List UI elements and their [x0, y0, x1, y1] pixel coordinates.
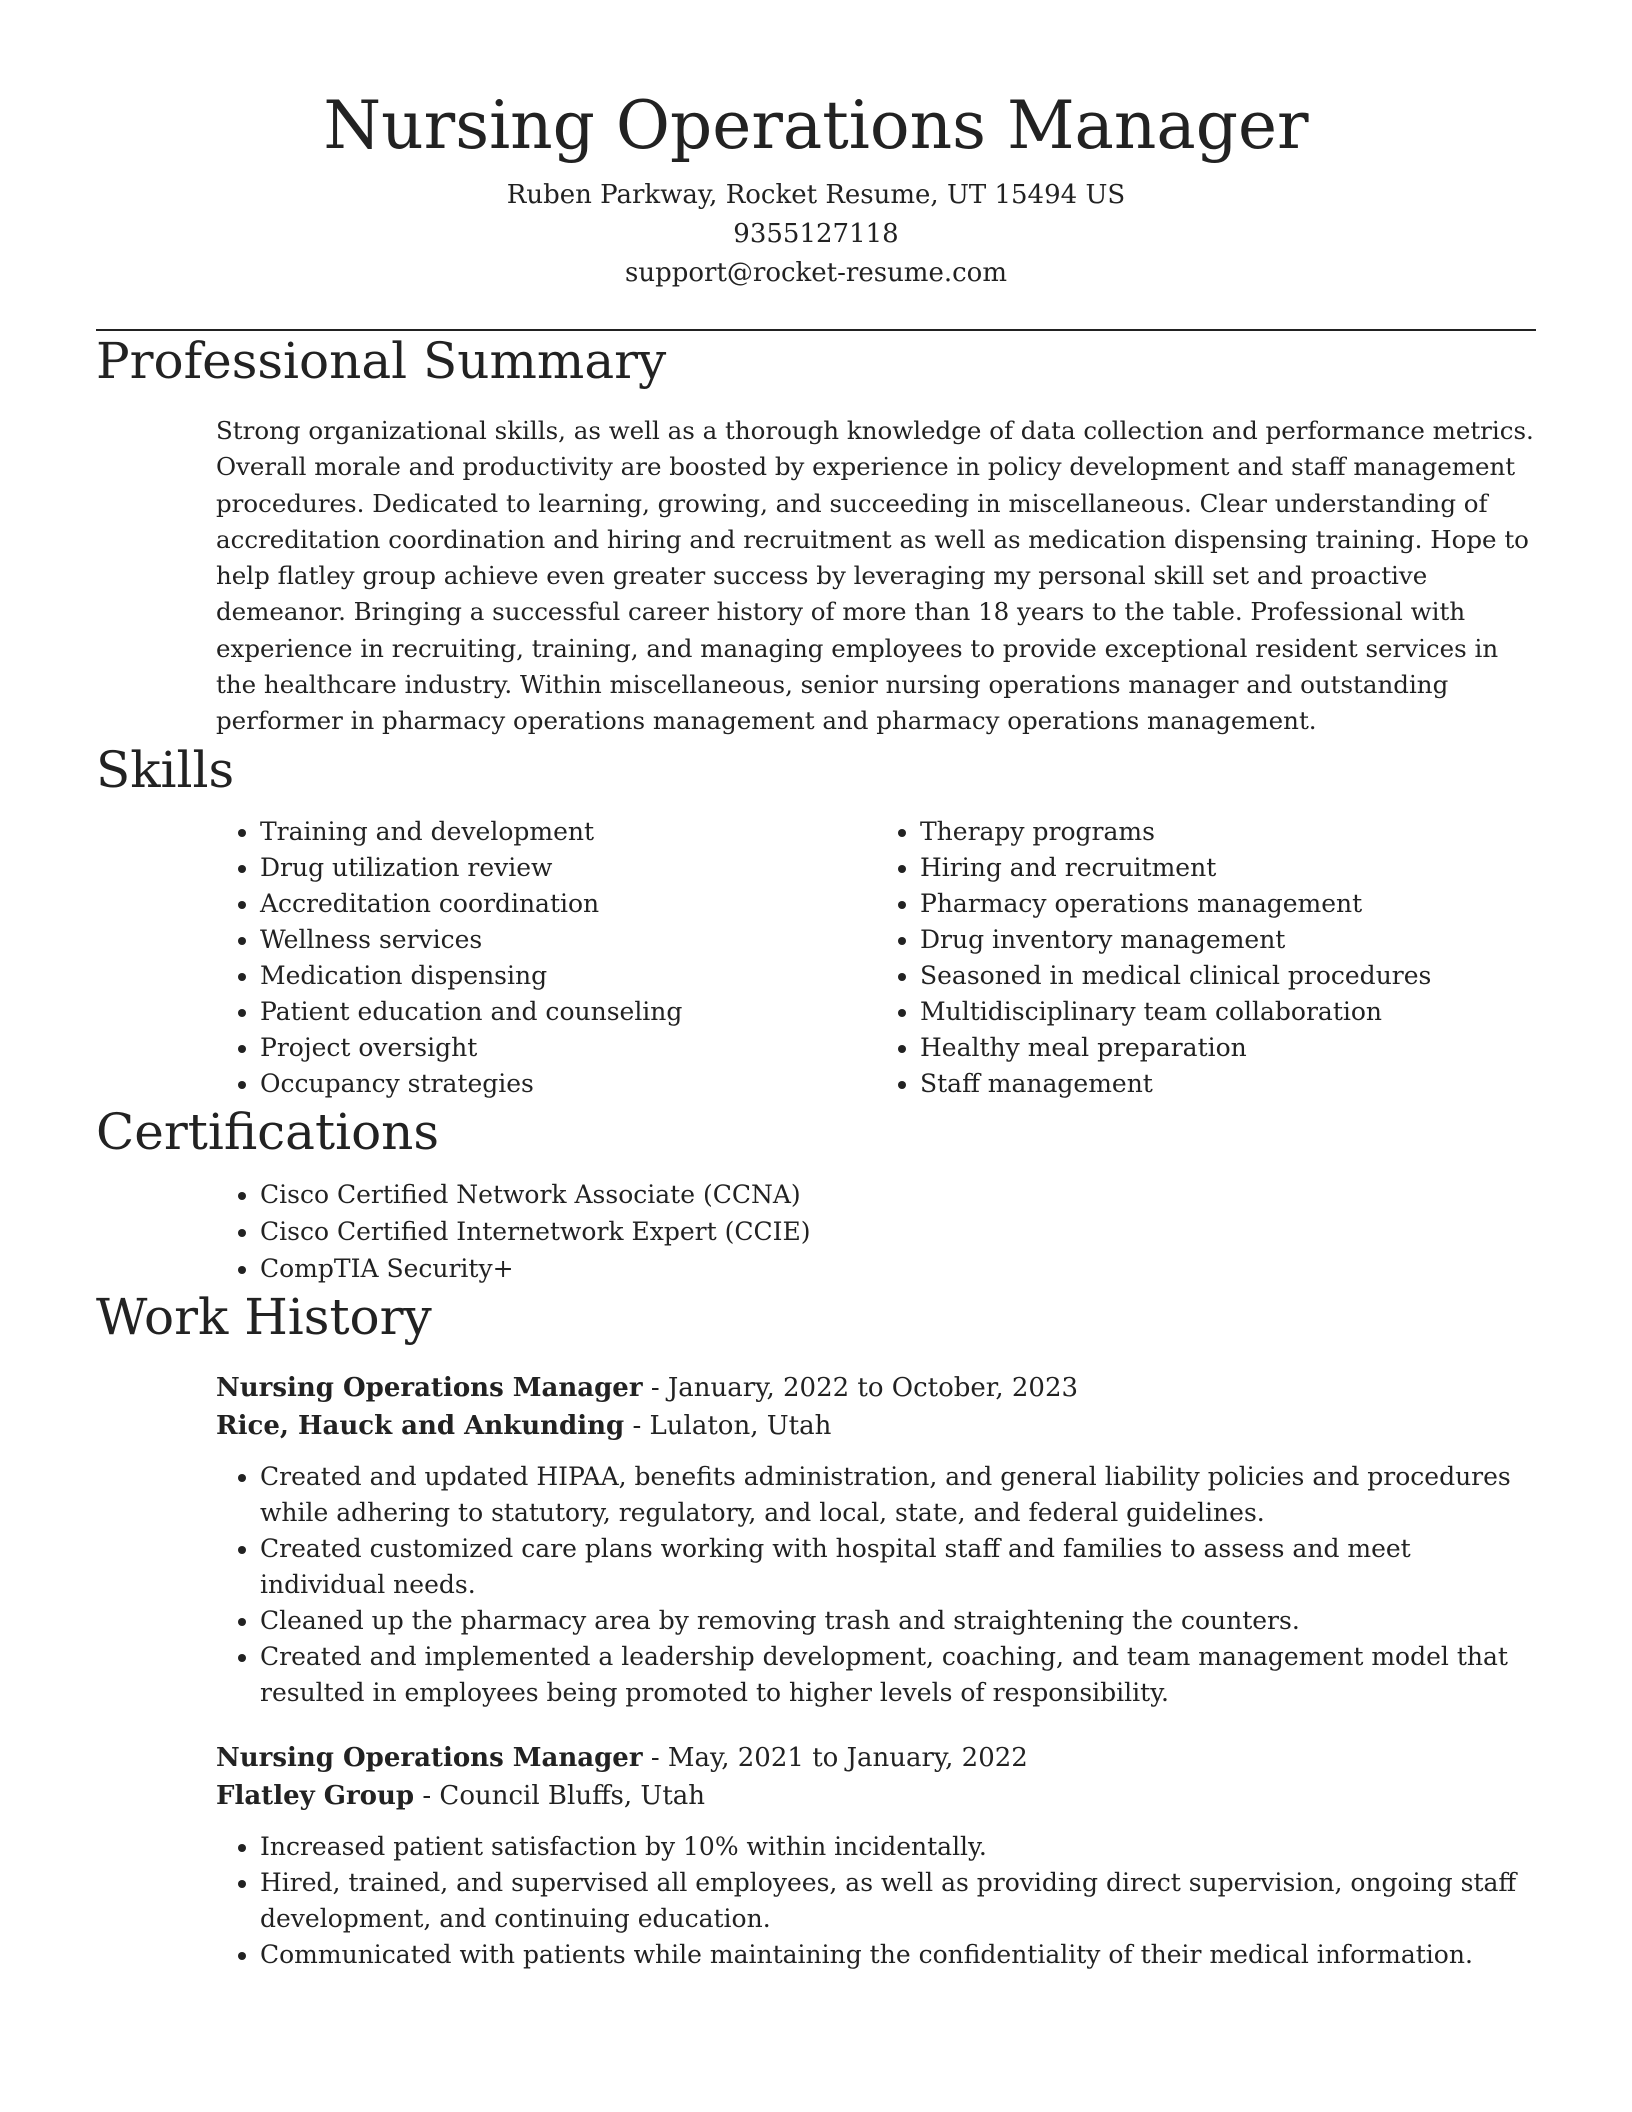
job-bullet: • Cleaned up the pharmacy area by removing trash and straightening the counters. [260, 1603, 1536, 1639]
certifications-list [216, 1176, 1536, 1287]
job-dates: - May, 2021 to January, 2022 [642, 1742, 1028, 1773]
job-title: Nursing Operations Manager [216, 1372, 643, 1403]
skills-left-list [216, 814, 876, 1102]
skills-columns [216, 814, 1536, 1102]
contact-email: support@rocket-resume.com [624, 258, 1007, 288]
skill-item: • Occupancy strategies [260, 1066, 876, 1102]
certification-item: • CompTIA Security+ [260, 1250, 1536, 1287]
job-bullet: • Increased patient satisfaction by 10% within incidentally. [260, 1829, 1536, 1865]
job-bullet: • Created and updated HIPAA, benefits administration, and general liability policies and procedures while adhering to statutory, regulatory, and local, state, and federal guidelines. [260, 1459, 1536, 1531]
certifications-heading: Certifications [96, 1102, 440, 1161]
skill-item: • Drug utilization review [260, 850, 876, 886]
skill-item: • Project oversight [260, 1030, 876, 1066]
resume-title: Nursing Operations Manager [323, 87, 1309, 164]
skill-item: • Accreditation coordination [260, 886, 876, 922]
job-bullet: • Created customized care plans working with hospital staff and families to assess and meet individual needs. [260, 1531, 1536, 1603]
job-dates: - January, 2022 to October, 2023 [642, 1372, 1079, 1403]
job-title-line [216, 1369, 1536, 1407]
summary-heading: Professional Summary [96, 332, 667, 390]
skills-heading: Skills [96, 740, 235, 799]
contact-block [96, 176, 1536, 293]
skill-item: • Healthy meal preparation [920, 1030, 1536, 1066]
job-title-line [216, 1739, 1536, 1777]
job-entry [216, 1739, 1536, 1973]
skill-item: • Pharmacy operations management [920, 886, 1536, 922]
skill-item: • Therapy programs [920, 814, 1536, 850]
skill-item: • Drug inventory management [920, 922, 1536, 958]
skill-item: • Seasoned in medical clinical procedures [920, 958, 1536, 994]
contact-phone: 9355127118 [733, 219, 899, 249]
certification-item: • Cisco Certified Internetwork Expert (CCIE) [260, 1213, 1536, 1250]
skill-item: • Hiring and recruitment [920, 850, 1536, 886]
job-bullet: • Hired, trained, and supervised all employees, as well as providing direct supervision, ongoing staff development, and continuing education. [260, 1865, 1536, 1937]
job-title: Nursing Operations Manager [216, 1742, 643, 1773]
job-location: - Lulaton, Utah [624, 1410, 832, 1441]
contact-address: Ruben Parkway, Rocket Resume, UT 15494 US [506, 180, 1126, 210]
job-entry [216, 1369, 1536, 1711]
job-bullets [216, 1829, 1536, 1973]
job-company: Rice, Hauck and Ankunding [216, 1410, 625, 1441]
job-company-line [216, 1777, 1536, 1815]
job-company-line [216, 1407, 1536, 1445]
resume-page [96, 0, 1536, 1973]
job-bullet: • Communicated with patients while maintaining the confidentiality of their medical information. [260, 1937, 1536, 1973]
job-location: - Council Bluffs, Utah [414, 1780, 706, 1811]
certification-item: • Cisco Certified Network Associate (CCNA) [260, 1176, 1536, 1213]
skills-right-list [876, 814, 1536, 1102]
work-history-heading: Work History [96, 1287, 432, 1346]
summary-text: Strong organizational skills, as well as a thorough knowledge of data collection and performance metrics. Overall morale and productivity are boosted by experience in policy development and staff management procedures. Dedicated to learning, growing, and succeeding in miscellaneous. Clear understanding of accreditation coordination and hiring and recruitment as well as medication dispensing training. Hope to help flatley group achieve even greater success by leveraging my personal skill set and proactive demeanor. Bringing a successful career history of more than 18 years to the table. Professional with experience in recruiting, training, and managing employees to provide exceptional resident services in the healthcare industry. Within miscellaneous, senior nursing operations manager and outstanding performer in pharmacy operations management and pharmacy operations management. [216, 416, 1534, 736]
job-company: Flatley Group [216, 1780, 415, 1811]
job-bullet: • Created and implemented a leadership development, coaching, and team management model that resulted in employees being promoted to higher levels of responsibility. [260, 1639, 1536, 1711]
job-bullets [216, 1459, 1536, 1711]
skill-item: • Staff management [920, 1066, 1536, 1102]
skill-item: • Medication dispensing [260, 958, 876, 994]
skill-item: • Multidisciplinary team collaboration [920, 994, 1536, 1030]
skill-item: • Training and development [260, 814, 876, 850]
skill-item: • Wellness services [260, 922, 876, 958]
skill-item: • Patient education and counseling [260, 994, 876, 1030]
